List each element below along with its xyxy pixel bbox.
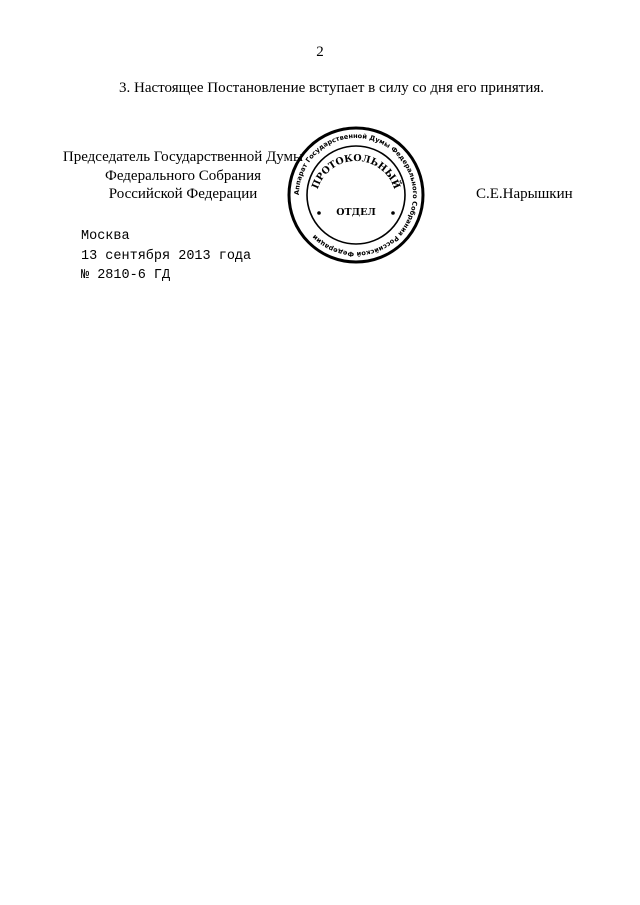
stamp-center-bottom: ОТДЕЛ [336, 207, 376, 218]
stamp-dot-left [317, 211, 321, 215]
signatory-title-line-3: Российской Федерации [108, 186, 258, 202]
stamp-outer-text: Аппарат Государственной Думы Федерального Собрания Российской Федерации [292, 131, 420, 259]
signatory-title-line-2: Федерального Собрания [104, 167, 262, 184]
stamp-dot-right [391, 211, 395, 215]
signer-name: С.Е.Нарышкин [476, 186, 573, 202]
document-number: № 2810-6 ГД [81, 268, 171, 283]
page-number: 2 [316, 44, 324, 60]
date: 13 сентября 2013 года [81, 248, 252, 264]
resolution-paragraph: 3. Настоящее Постановление вступает в силу со дня его принятия. [119, 80, 545, 96]
signatory-block [40, 148, 326, 204]
stamp-outer-ring [289, 128, 423, 262]
official-stamp [286, 125, 426, 265]
city: Москва [81, 229, 130, 244]
signatory-title-line-1: Председатель Государственной Думы [62, 149, 304, 165]
place-date-block [81, 227, 251, 286]
stamp-center-top: ПРОТОКОЛЬНЫЙ [310, 152, 402, 191]
